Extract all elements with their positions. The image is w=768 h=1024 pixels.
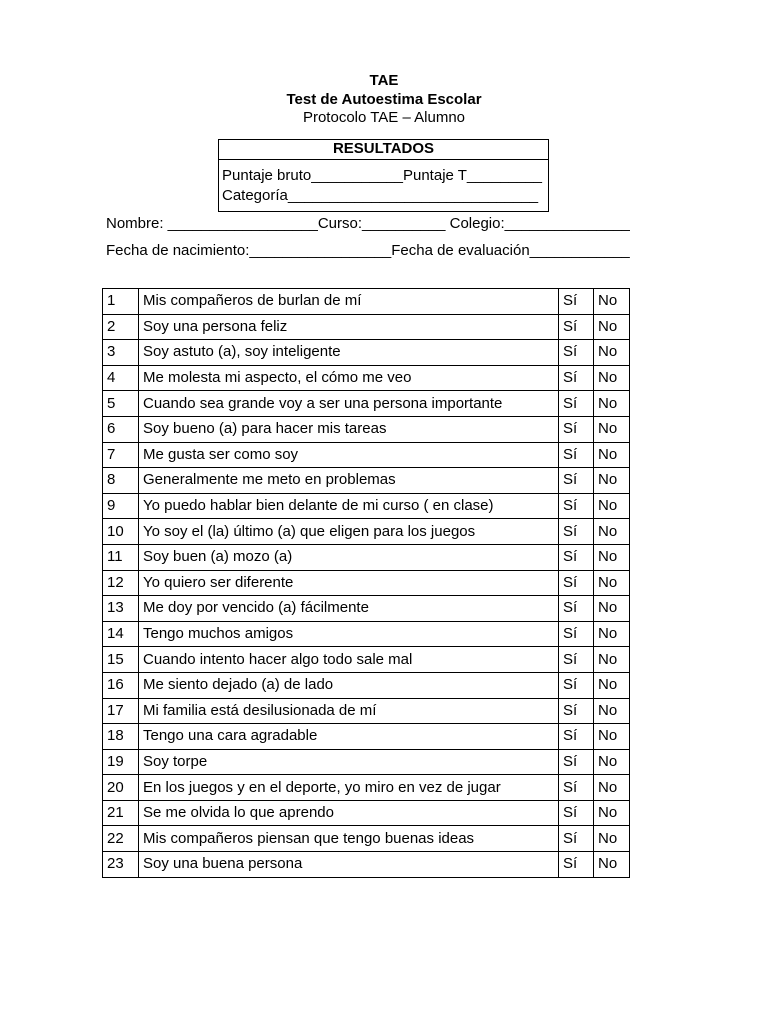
yes-option[interactable]: Sí [559, 314, 594, 340]
item-number: 17 [103, 698, 139, 724]
item-statement: Cuando intento hacer algo todo sale mal [139, 647, 559, 673]
table-row [103, 698, 630, 724]
no-option[interactable]: No [594, 570, 630, 596]
yes-option[interactable]: Sí [559, 621, 594, 647]
student-info-line: Nombre: __________________Curso:__________ Colegio:_______________ [106, 215, 630, 232]
no-option[interactable]: No [594, 365, 630, 391]
item-statement: Yo soy el (la) último (a) que eligen para los juegos [139, 519, 559, 545]
no-option[interactable]: No [594, 698, 630, 724]
table-row [103, 416, 630, 442]
yes-option[interactable]: Sí [559, 852, 594, 878]
item-number: 22 [103, 826, 139, 852]
item-statement: Se me olvida lo que aprendo [139, 800, 559, 826]
item-statement: En los juegos y en el deporte, yo miro en vez de jugar [139, 775, 559, 801]
yes-option[interactable]: Sí [559, 365, 594, 391]
item-number: 10 [103, 519, 139, 545]
yes-option[interactable]: Sí [559, 647, 594, 673]
no-option[interactable]: No [594, 289, 630, 315]
item-number: 8 [103, 468, 139, 494]
table-row [103, 852, 630, 878]
table-row [103, 365, 630, 391]
no-option[interactable]: No [594, 519, 630, 545]
item-number: 5 [103, 391, 139, 417]
no-option[interactable]: No [594, 672, 630, 698]
item-number: 3 [103, 340, 139, 366]
yes-option[interactable]: Sí [559, 391, 594, 417]
item-statement: Me gusta ser como soy [139, 442, 559, 468]
yes-option[interactable]: Sí [559, 724, 594, 750]
item-statement: Cuando sea grande voy a ser una persona importante [139, 391, 559, 417]
category-line: Categoría______________________________ [222, 187, 539, 204]
yes-option[interactable]: Sí [559, 468, 594, 494]
item-statement: Mis compañeros de burlan de mí [139, 289, 559, 315]
item-number: 15 [103, 647, 139, 673]
table-row [103, 596, 630, 622]
document-subtitle: Test de Autoestima Escolar [286, 91, 482, 108]
yes-option[interactable]: Sí [559, 826, 594, 852]
table-row [103, 724, 630, 750]
item-number: 14 [103, 621, 139, 647]
item-statement: Soy una buena persona [139, 852, 559, 878]
no-option[interactable]: No [594, 775, 630, 801]
results-box [218, 139, 549, 212]
item-statement: Soy buen (a) mozo (a) [139, 544, 559, 570]
item-statement: Yo puedo hablar bien delante de mi curso ( en clase) [139, 493, 559, 519]
item-statement: Tengo una cara agradable [139, 724, 559, 750]
item-statement: Soy bueno (a) para hacer mis tareas [139, 416, 559, 442]
item-number: 16 [103, 672, 139, 698]
results-heading: RESULTADOS [219, 140, 548, 160]
yes-option[interactable]: Sí [559, 596, 594, 622]
table-row [103, 749, 630, 775]
no-option[interactable]: No [594, 596, 630, 622]
table-row [103, 672, 630, 698]
table-row [103, 442, 630, 468]
score-line: Puntaje bruto___________Puntaje T_________ [222, 167, 543, 184]
no-option[interactable]: No [594, 544, 630, 570]
item-statement: Soy torpe [139, 749, 559, 775]
item-statement: Soy una persona feliz [139, 314, 559, 340]
questionnaire-table [102, 288, 630, 878]
item-statement: Me siento dejado (a) de lado [139, 672, 559, 698]
item-number: 2 [103, 314, 139, 340]
table-row [103, 544, 630, 570]
yes-option[interactable]: Sí [559, 340, 594, 366]
item-statement: Generalmente me meto en problemas [139, 468, 559, 494]
no-option[interactable]: No [594, 442, 630, 468]
table-row [103, 519, 630, 545]
table-row [103, 826, 630, 852]
item-number: 4 [103, 365, 139, 391]
questionnaire-body [103, 289, 630, 878]
no-option[interactable]: No [594, 493, 630, 519]
item-number: 13 [103, 596, 139, 622]
dates-line: Fecha de nacimiento:_________________Fecha de evaluación____________ [106, 242, 630, 259]
item-number: 6 [103, 416, 139, 442]
item-number: 19 [103, 749, 139, 775]
yes-option[interactable]: Sí [559, 698, 594, 724]
table-row [103, 621, 630, 647]
no-option[interactable]: No [594, 391, 630, 417]
yes-option[interactable]: Sí [559, 800, 594, 826]
yes-option[interactable]: Sí [559, 416, 594, 442]
no-option[interactable]: No [594, 749, 630, 775]
table-row [103, 314, 630, 340]
item-number: 7 [103, 442, 139, 468]
yes-option[interactable]: Sí [559, 442, 594, 468]
item-statement: Mi familia está desilusionada de mí [139, 698, 559, 724]
document-title: TAE [369, 72, 399, 89]
table-row [103, 340, 630, 366]
item-statement: Me molesta mi aspecto, el cómo me veo [139, 365, 559, 391]
yes-option[interactable]: Sí [559, 544, 594, 570]
yes-option[interactable]: Sí [559, 672, 594, 698]
no-option[interactable]: No [594, 340, 630, 366]
table-row [103, 570, 630, 596]
no-option[interactable]: No [594, 468, 630, 494]
item-number: 23 [103, 852, 139, 878]
table-row [103, 391, 630, 417]
protocol-label: Protocolo TAE – Alumno [302, 109, 466, 126]
table-row [103, 775, 630, 801]
item-number: 21 [103, 800, 139, 826]
table-row [103, 493, 630, 519]
item-statement: Yo quiero ser diferente [139, 570, 559, 596]
item-number: 9 [103, 493, 139, 519]
table-row [103, 468, 630, 494]
item-number: 20 [103, 775, 139, 801]
item-number: 11 [103, 544, 139, 570]
item-number: 18 [103, 724, 139, 750]
no-option[interactable]: No [594, 647, 630, 673]
no-option[interactable]: No [594, 826, 630, 852]
table-row [103, 289, 630, 315]
yes-option[interactable]: Sí [559, 749, 594, 775]
table-row [103, 647, 630, 673]
item-statement: Me doy por vencido (a) fácilmente [139, 596, 559, 622]
yes-option[interactable]: Sí [559, 493, 594, 519]
table-row [103, 800, 630, 826]
no-option[interactable]: No [594, 621, 630, 647]
item-statement: Tengo muchos amigos [139, 621, 559, 647]
item-number: 1 [103, 289, 139, 315]
no-option[interactable]: No [594, 416, 630, 442]
yes-option[interactable]: Sí [559, 289, 594, 315]
item-number: 12 [103, 570, 139, 596]
no-option[interactable]: No [594, 800, 630, 826]
yes-option[interactable]: Sí [559, 519, 594, 545]
yes-option[interactable]: Sí [559, 570, 594, 596]
item-statement: Soy astuto (a), soy inteligente [139, 340, 559, 366]
item-statement: Mis compañeros piensan que tengo buenas ideas [139, 826, 559, 852]
yes-option[interactable]: Sí [559, 775, 594, 801]
no-option[interactable]: No [594, 852, 630, 878]
no-option[interactable]: No [594, 724, 630, 750]
no-option[interactable]: No [594, 314, 630, 340]
